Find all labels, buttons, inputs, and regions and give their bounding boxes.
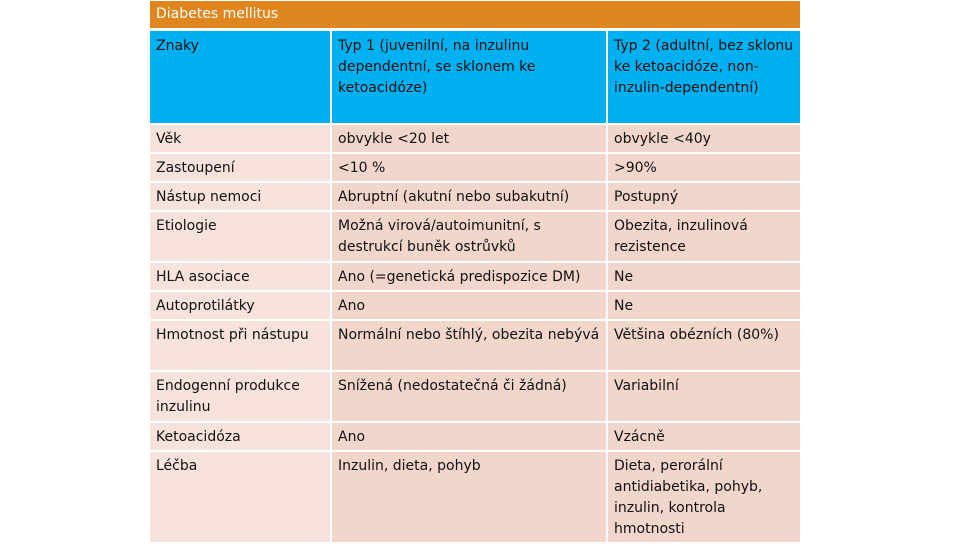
header-cell-signs: Znaky: [150, 31, 331, 124]
row-label: Zastoupení: [150, 153, 331, 182]
type1-cell: Inzulin, dieta, pohyb: [331, 451, 607, 543]
table-row: [150, 371, 800, 422]
type2-cell: Ne: [607, 291, 800, 320]
type1-cell: Ano: [331, 422, 607, 451]
type2-cell: obvykle <40y: [607, 124, 800, 153]
type2-cell: >90%: [607, 153, 800, 182]
table-header-row: [150, 31, 800, 124]
type1-cell: obvykle <20 let: [331, 124, 607, 153]
table-row: [150, 124, 800, 153]
table-row: [150, 153, 800, 182]
type1-cell: <10 %: [331, 153, 607, 182]
row-label: Endogenní produkce inzulinu: [150, 371, 331, 422]
type1-cell: Ano: [331, 291, 607, 320]
row-label: Hmotnost při nástupu: [150, 320, 331, 371]
table-row: [150, 451, 800, 543]
row-label: HLA asociace: [150, 262, 331, 291]
table-row: [150, 211, 800, 262]
type2-cell: Většina obézních (80%): [607, 320, 800, 371]
type2-cell: Postupný: [607, 182, 800, 211]
diabetes-comparison-table: [150, 31, 800, 544]
header-cell-type1: Typ 1 (juvenilní, na inzulinu dependentní, se sklonem ke ketoacidóze): [331, 31, 607, 124]
type2-cell: Vzácně: [607, 422, 800, 451]
row-label: Věk: [150, 124, 331, 153]
type1-cell: Možná virová/autoimunitní, s destrukcí buněk ostrůvků: [331, 211, 607, 262]
row-label: Autoprotilátky: [150, 291, 331, 320]
type2-cell: Obezita, inzulinová rezistence: [607, 211, 800, 262]
type1-cell: Abruptní (akutní nebo subakutní): [331, 182, 607, 211]
row-label: Etiologie: [150, 211, 331, 262]
table-row: [150, 422, 800, 451]
row-label: Nástup nemoci: [150, 182, 331, 211]
type1-cell: Snížená (nedostatečná či žádná): [331, 371, 607, 422]
row-label: Léčba: [150, 451, 331, 543]
table-title: Diabetes mellitus: [150, 1, 800, 28]
table-row: [150, 182, 800, 211]
type1-cell: Normální nebo štíhlý, obezita nebývá: [331, 320, 607, 371]
table-row: [150, 320, 800, 371]
type2-cell: Variabilní: [607, 371, 800, 422]
type2-cell: Dieta, perorální antidiabetika, pohyb, inzulin, kontrola hmotnosti: [607, 451, 800, 543]
type2-cell: Ne: [607, 262, 800, 291]
table-row: [150, 291, 800, 320]
row-label: Ketoacidóza: [150, 422, 331, 451]
header-cell-type2: Typ 2 (adultní, bez sklonu ke ketoacidóze, non-inzulin-dependentní): [607, 31, 800, 124]
table-row: [150, 262, 800, 291]
type1-cell: Ano (=genetická predispozice DM): [331, 262, 607, 291]
